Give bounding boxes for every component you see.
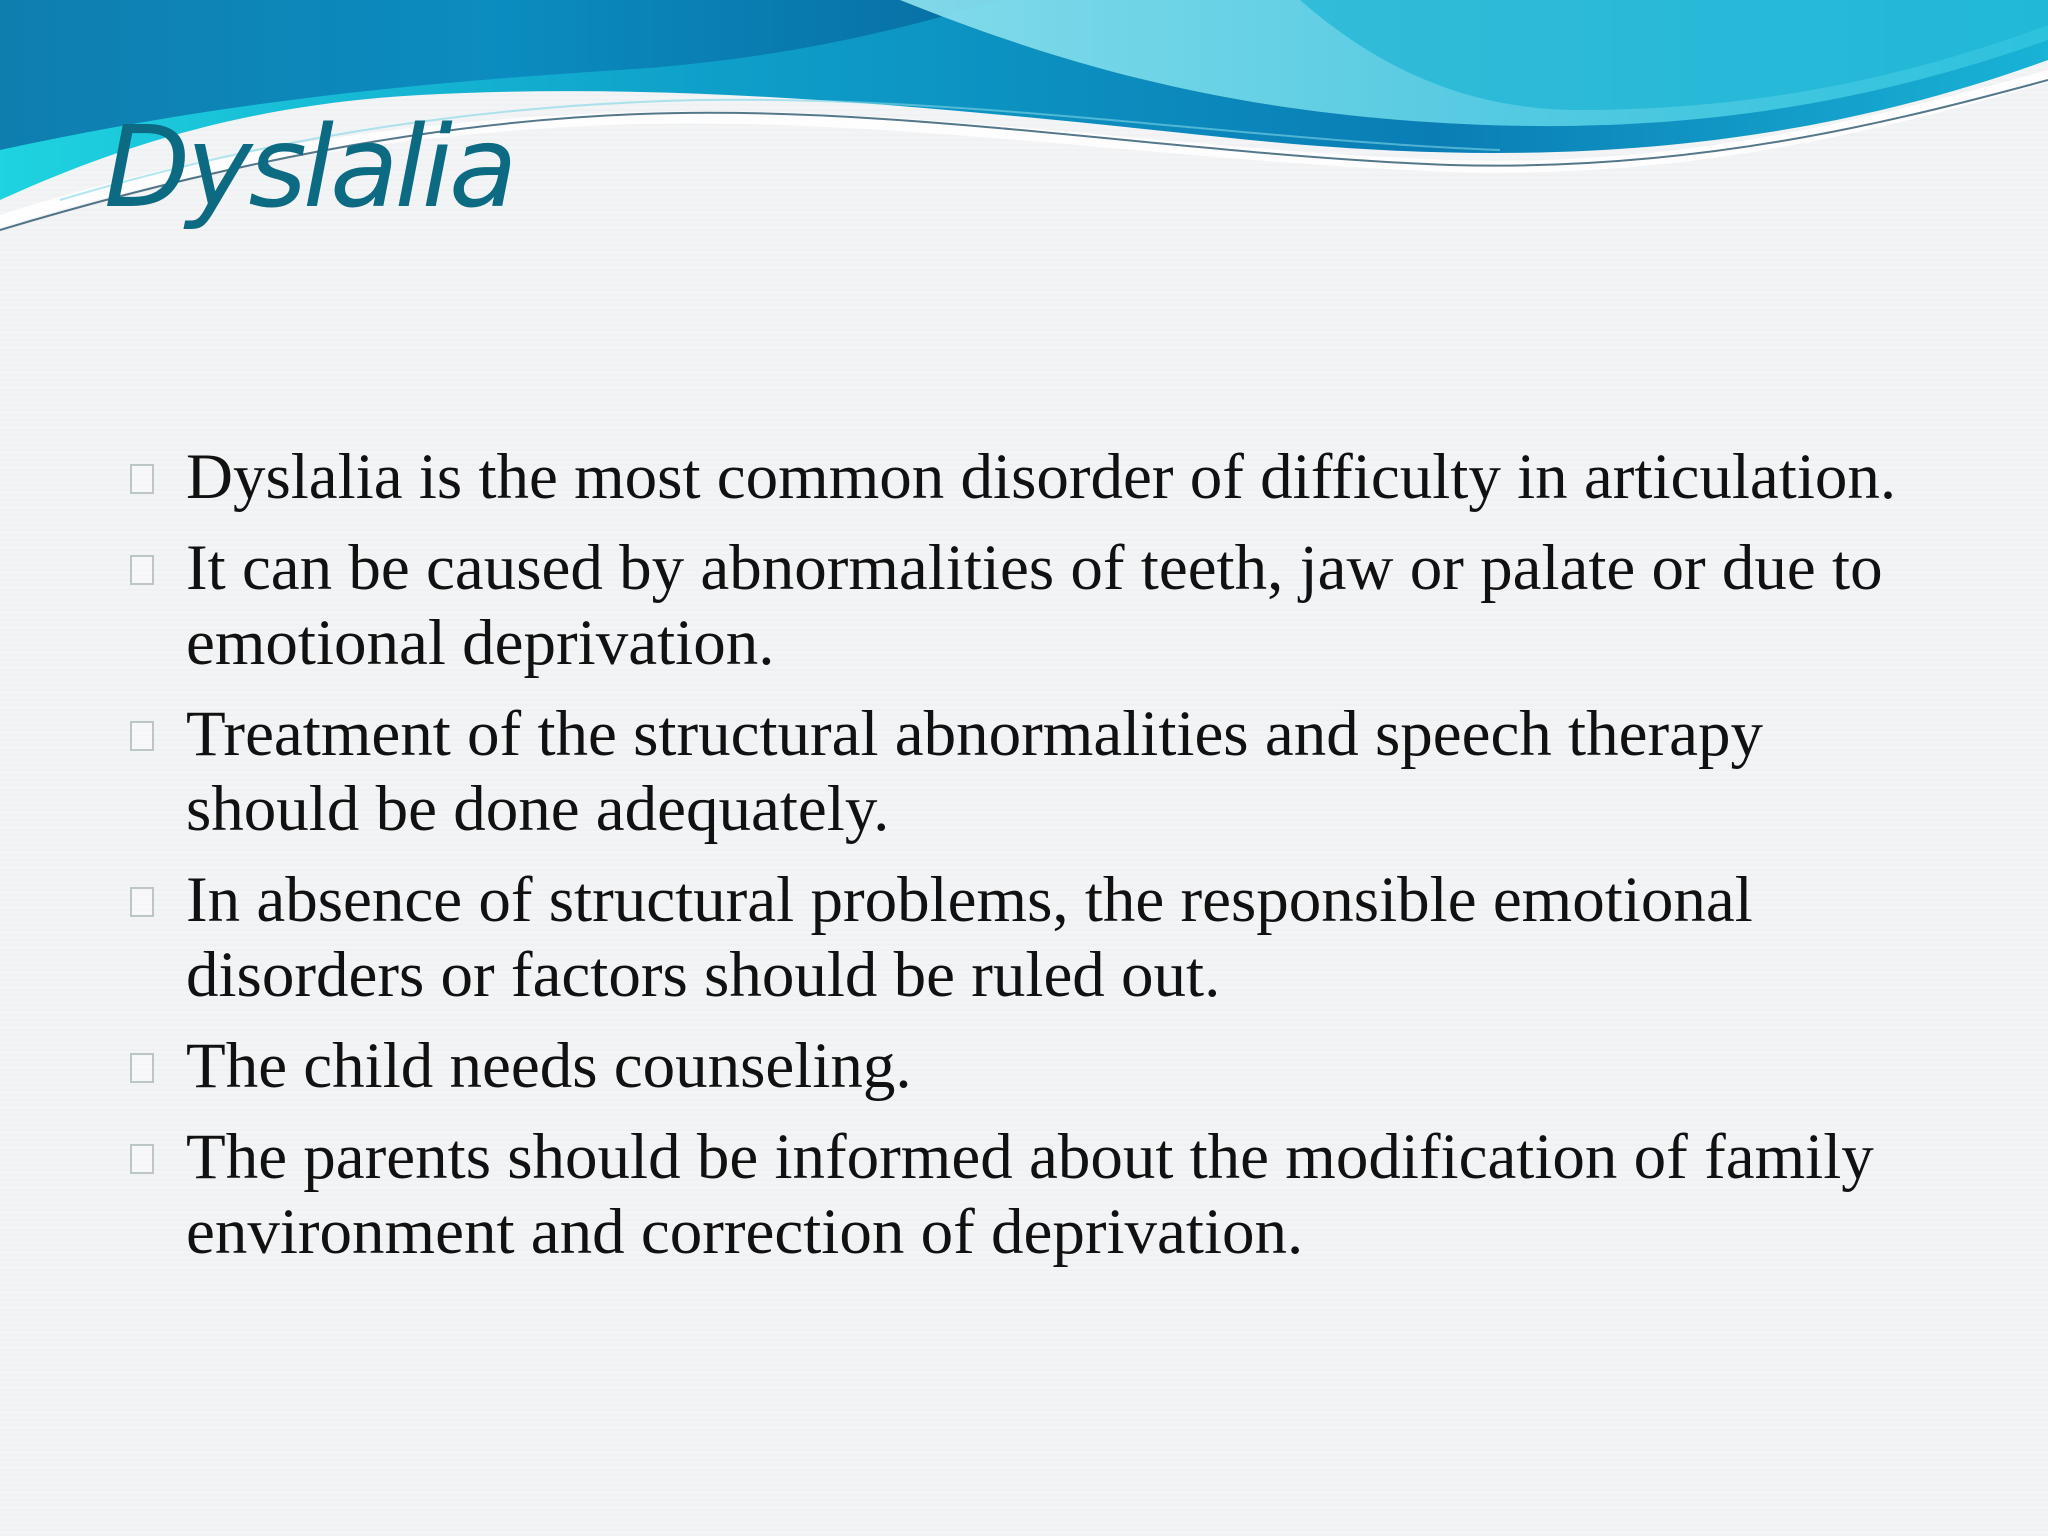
bullet-list <box>126 440 1926 1286</box>
bullet-text: The parents should be informed about the modification of family environment and correction of deprivation. <box>186 1121 1874 1268</box>
bullet-text: Treatment of the structural abnormalities and speech therapy should be done adequately. <box>186 698 1763 845</box>
list-item <box>126 863 1926 1013</box>
bullet-text: Dyslalia is the most common disorder of difficulty in articulation. <box>186 441 1897 513</box>
list-item <box>126 531 1926 681</box>
bullet-text: In absence of structural problems, the responsible emotional disorders or factors should be ruled out. <box>186 864 1753 1011</box>
bullet-text: It can be caused by abnormalities of teeth, jaw or palate or due to emotional deprivation. <box>186 532 1883 679</box>
list-item <box>126 440 1926 515</box>
square-bullet-icon <box>130 555 154 585</box>
slide-title: Dyslalia <box>104 103 514 233</box>
list-item <box>126 1120 1926 1270</box>
square-bullet-icon <box>130 464 154 494</box>
list-item <box>126 1029 1926 1104</box>
square-bullet-icon <box>130 887 154 917</box>
square-bullet-icon <box>130 721 154 751</box>
bullet-text: The child needs counseling. <box>186 1030 912 1102</box>
square-bullet-icon <box>130 1144 154 1174</box>
list-item <box>126 697 1926 847</box>
square-bullet-icon <box>130 1053 154 1083</box>
